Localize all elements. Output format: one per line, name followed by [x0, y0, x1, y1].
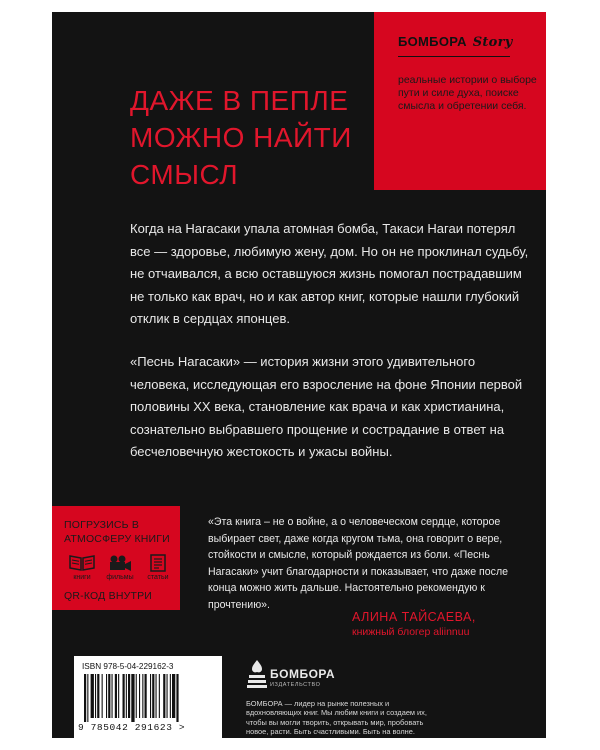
- barcode-bar: [163, 674, 165, 718]
- barcode-bar: [126, 674, 127, 718]
- article-icon: [144, 554, 172, 572]
- book-icon: [68, 554, 96, 572]
- barcode-bar: [142, 674, 143, 718]
- qr-code-label: QR-КОД ВНУТРИ: [64, 590, 153, 602]
- promo-title: ПОГРУЗИСЬ В АТМОСФЕРУ КНИГИ: [64, 519, 170, 545]
- series-brand-underline: [398, 56, 510, 57]
- barcode-bar: [176, 674, 178, 722]
- promo-item-label: фильмы: [106, 574, 134, 581]
- series-panel: [374, 12, 546, 190]
- barcode-bar: [84, 674, 86, 722]
- promo-box: [52, 506, 180, 610]
- barcode-bar: [95, 674, 96, 718]
- headline: [130, 82, 390, 193]
- barcode-bar: [118, 674, 119, 718]
- series-description: реальные истории о выборе пути и силе духа, поиске смысла и обретении себя.: [398, 74, 537, 113]
- barcode-bar: [108, 674, 110, 718]
- promo-item-articles: [142, 554, 174, 581]
- review-quote: «Эта книга – не о войне, а о человеческом сердце, которое выбирает свет, даже когда кругом тьма, она говорит о вере, стойкости и смысле, который рождается из боли. «Песнь Нагасаки» учит благодарности и показывает, что даже после конца можно жить дальше. Настоятельно рекомендую к прочтению».: [208, 516, 509, 611]
- publisher-name: БОМБОРА: [270, 667, 336, 681]
- barcode-bar: [87, 674, 88, 722]
- barcode-bar: [115, 674, 117, 718]
- barcode-bar: [159, 674, 160, 718]
- barcode-bar: [91, 674, 94, 718]
- barcode-bar: [172, 674, 175, 718]
- barcode-bars: [84, 674, 212, 722]
- barcode-bar: [112, 674, 113, 718]
- barcode-bar: [167, 674, 168, 718]
- barcode-bar: [170, 674, 171, 718]
- series-brand-name: БОМБОРА: [398, 34, 467, 49]
- barcode-bar: [131, 674, 134, 722]
- barcode-bar: [156, 674, 157, 718]
- headline-line: СМЫСЛ: [130, 159, 239, 190]
- barcode-bar: [106, 674, 107, 718]
- publisher-description: БОМБОРА — лидер на рынке полезных и вдохновляющих книг. Мы любим книги и создаем их, чтобы вы могли творить, открывать мир, пробовать новое, расти. Быть счастливыми. Быть на волне.: [246, 699, 427, 737]
- promo-icons: [66, 554, 178, 586]
- description-paragraph: «Песнь Нагасаки» — история жизни этого удивительного человека, исследующая его взросление на фоне Японии первой половины XX века, становление как врача и как христианина, сознательно выбравшего прощение и сострадание в ответ на бесчеловечную жестокость и ужасы войны.: [130, 353, 523, 460]
- headline-line: МОЖНО НАЙТИ: [130, 122, 352, 153]
- headline-line: ДАЖЕ В ПЕПЛЕ: [130, 85, 349, 116]
- barcode-bar: [128, 674, 130, 718]
- publisher-logo-icon: [246, 658, 268, 692]
- barcode-bar: [152, 674, 154, 718]
- barcode-bar: [139, 674, 140, 718]
- barcode-bar: [97, 674, 99, 718]
- book-description: [130, 218, 530, 484]
- promo-item-films: [104, 554, 136, 581]
- barcode-bar: [123, 674, 125, 718]
- publisher-subtitle: ИЗДАТЕЛЬСТВО: [270, 682, 321, 688]
- book-back-cover: [52, 12, 546, 738]
- barcode-bar: [136, 674, 137, 718]
- quote-author-role: книжный блогер aliinnuu: [352, 626, 470, 638]
- promo-item-books: [66, 554, 98, 581]
- barcode-bar: [150, 674, 151, 718]
- barcode-box: [74, 656, 222, 738]
- barcode-bar: [102, 674, 103, 718]
- promo-item-label: книги: [73, 574, 91, 581]
- camera-icon: [106, 554, 134, 572]
- series-brand-story: Story: [472, 35, 513, 50]
- barcode-bar: [145, 674, 147, 718]
- isbn: ISBN 978-5-04-229162-3: [82, 662, 174, 671]
- description-paragraph: Когда на Нагасаки упала атомная бомба, Такаси Нагаи потерял все — здоровье, любимую жену, дом. Но он не проклинал судьбу, не отчаивался, а всю оставшуюся жизнь помогал пострадавшим не только как врач, но и как автор книг, которые нашли глубокий отклик в сердцах японцев.: [130, 221, 529, 327]
- quote-author: АЛИНА ТАЙСАЕВА,: [352, 610, 476, 624]
- barcode-digits: 9 785042 291623 >: [78, 722, 186, 733]
- series-brand: [398, 34, 513, 50]
- promo-item-label: статьи: [147, 574, 169, 581]
